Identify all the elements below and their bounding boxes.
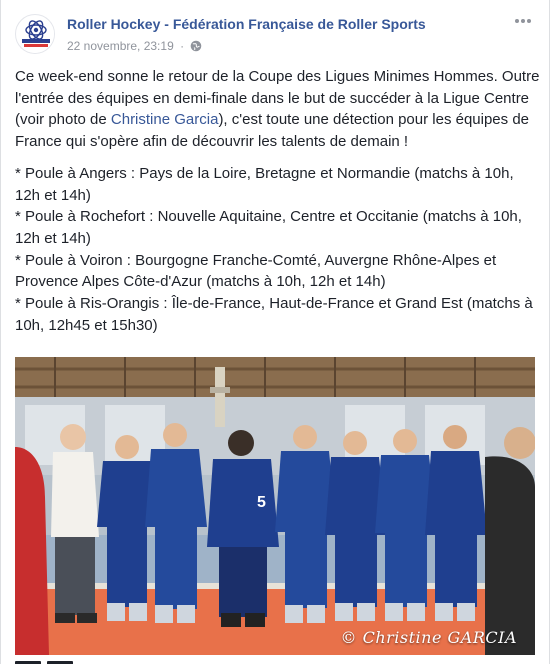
page-avatar[interactable] <box>15 14 55 54</box>
page-name-link[interactable]: Roller Hockey - Fédération Française de Roller Sports <box>67 16 426 32</box>
post-meta <box>67 39 202 55</box>
intro-text-after: ), c'est toute une détection pour les équipes de France qui s'opère afin de découvrir les talents de demain ! <box>15 111 530 151</box>
intro-paragraph <box>15 66 540 153</box>
svg-text:5: 5 <box>257 494 266 511</box>
pool-item: * Poule à Angers : Pays de la Loire, Bretagne et Normandie (matchs à 10h, 12h et 14h) <box>15 164 514 204</box>
photo-credit: © Christine GARCIA <box>340 628 517 647</box>
pool-item: * Poule à Ris-Orangis : Île-de-France, Haut-de-France et Grand Est (matchs à 10h, 12h45 et 15h30) <box>15 295 533 334</box>
more-options-icon[interactable] <box>511 14 535 28</box>
pool-item: * Poule à Rochefort : Nouvelle Aquitaine, Centre et Occitanie (matchs à 10h, 12h et 14h) <box>15 208 522 247</box>
meta-separator: · <box>180 39 185 53</box>
post-photo[interactable] <box>15 357 535 655</box>
pool-item: * Poule à Voiron : Bourgogne Franche-Comté, Auvergne Rhône-Alpes et Provence Alpes Côte-d'Azur (matchs à 10h, 12h et 14h) <box>15 251 497 291</box>
globe-icon[interactable] <box>190 40 202 55</box>
pool-list <box>15 163 540 337</box>
federation-logo <box>16 15 55 54</box>
post-timestamp[interactable]: 22 novembre, 23:19 <box>67 39 174 53</box>
post-header <box>15 12 535 60</box>
team-celebration-image <box>15 357 535 655</box>
mention-link[interactable]: Christine Garcia <box>110 111 219 129</box>
intro-text-before: Ce week-end sonne le retour de la Coupe des Ligues Minimes Hommes. Outre l'entrée des équipes en demi-finale dans le but de succéder à la Ligue Centre (voir photo de <box>15 68 540 129</box>
next-post-hint <box>15 656 115 664</box>
post-body <box>15 66 540 336</box>
